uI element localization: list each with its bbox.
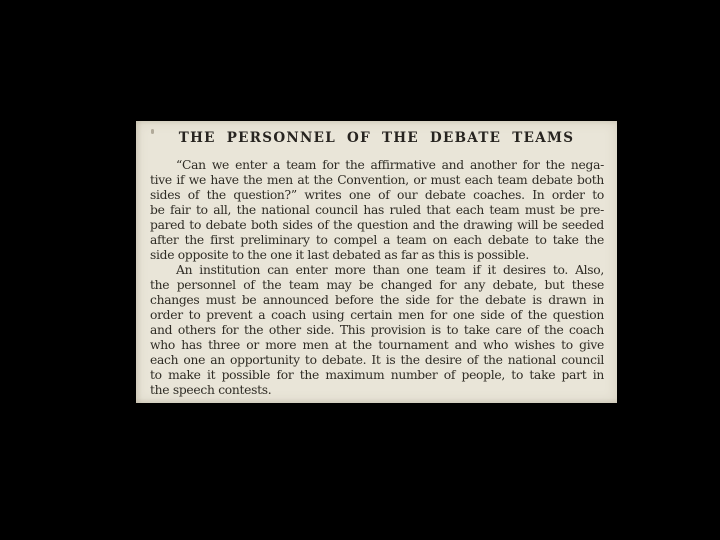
text-line: the personnel of the team may be changed for any debate, but these xyxy=(150,278,604,292)
text-line: sides of the question?” writes one of our debate coaches. In order to xyxy=(150,188,604,202)
text-line: each one an opportunity to debate. It is the desire of the national council xyxy=(150,353,604,367)
text-line: “Can we enter a team for the affirmative and another for the nega- xyxy=(176,158,604,172)
scanned-page xyxy=(136,121,617,403)
text-line: to make it possible for the maximum number of people, to take part in xyxy=(150,368,604,382)
text-line: after the first preliminary to compel a team on each debate to take the xyxy=(150,233,604,247)
article-body xyxy=(150,158,604,398)
text-line: and others for the other side. This provision is to take care of the coach xyxy=(150,323,604,337)
article-title: THE PERSONNEL OF THE DEBATE TEAMS xyxy=(178,130,575,146)
text-line: changes must be announced before the side for the debate is drawn in xyxy=(150,293,604,307)
text-line: order to prevent a coach using certain men for one side of the question xyxy=(150,308,604,322)
text-line: be fair to all, the national council has ruled that each team must be pre- xyxy=(150,203,604,217)
text-line: pared to debate both sides of the question and the drawing will be seeded xyxy=(150,218,604,232)
text-line: tive if we have the men at the Convention, or must each team debate both xyxy=(150,173,604,187)
text-line: An institution can enter more than one team if it desires to. Also, xyxy=(176,263,604,277)
text-line: the speech contests. xyxy=(150,383,272,397)
text-line: who has three or more men at the tournament and who wishes to give xyxy=(150,338,604,352)
paper-speck xyxy=(151,129,154,134)
text-line: side opposite to the one it last debated as far as this is possible. xyxy=(150,248,529,262)
